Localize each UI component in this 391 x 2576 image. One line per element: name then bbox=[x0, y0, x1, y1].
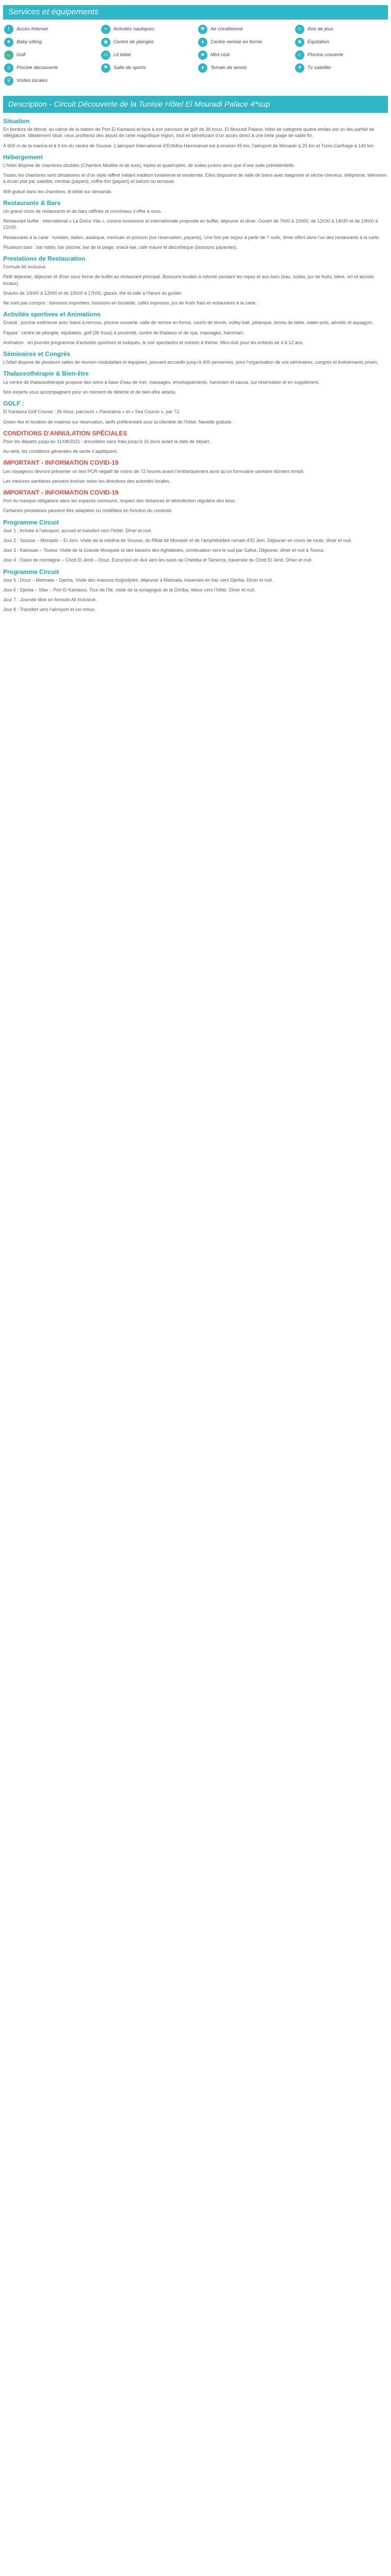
section-paragraph: Green-fee et location de matériel sur réservation, tarifs préférentiels pour la clientèle de l’hôtel. Navette gratuite. bbox=[3, 419, 233, 425]
section-paragraph: Jour 6 : Djerba – Sfax – Port El Kantaoui. Tour de l’île, visite de la synagogue de la Ghriba, retour vers l’hôtel. Dîner et nuit. bbox=[3, 587, 256, 592]
section-paragraph: L’hôtel dispose de plusieurs salles de réunion modulables et équipées, pouvant accueillir jusqu’à 400 personnes, pour l’organisation de vos séminaires, congrès et événements privés. bbox=[3, 360, 379, 365]
description-banner: Description - Circuit Découverte de la Tunisie Hôtel El Mouradi Palace 4*sup bbox=[3, 96, 388, 113]
section-paragraph: En bordure de littoral, au calme de la station de Port El Kantaoui et face à son parcours de golf de 36 trous, El Mouradi Palace, hôtel de catégorie quatre étoiles est un lieu parfait de villégiature. Idéalement situé, vous profiterez des atouts de cette magnifique région, tout en bénéficiant d’un accès direct à une belle plage de sable fin. bbox=[3, 127, 374, 139]
section-paragraph: Jour 8 : Transfert vers l’aéroport et vol retour. bbox=[3, 607, 96, 613]
horse-icon: ♞ bbox=[295, 38, 304, 47]
section-heading: Hébergement bbox=[3, 153, 43, 161]
section-paragraph: Ne sont pas compris : boissons importées, boissons en bouteille, cafés expresso, jus de fruits frais et restaurants à la carte. bbox=[3, 300, 257, 306]
service-label: Aire de jeux bbox=[307, 26, 334, 32]
description-section bbox=[3, 430, 388, 455]
section-heading: Programme Circuit bbox=[3, 568, 59, 575]
baby-icon: ♥ bbox=[4, 38, 13, 47]
description-section bbox=[3, 400, 388, 425]
crib-icon: ▭ bbox=[101, 50, 110, 60]
service-item bbox=[4, 75, 96, 87]
description-section bbox=[3, 370, 388, 395]
description-section bbox=[3, 460, 388, 484]
gym-icon: ⚑ bbox=[101, 63, 110, 73]
description-section bbox=[3, 311, 388, 346]
service-item bbox=[101, 62, 193, 74]
page bbox=[0, 5, 391, 613]
kids-icon: ★ bbox=[198, 50, 207, 60]
section-paragraph: Certaines prestations peuvent être adaptées ou modifiées en fonction du contexte. bbox=[3, 508, 173, 514]
section-heading: Situation bbox=[3, 117, 30, 125]
description-section bbox=[3, 489, 388, 514]
indoor-pool-icon: ⌂ bbox=[295, 50, 304, 60]
section-paragraph: Les mesures sanitaires peuvent évoluer selon les directives des autorités locales. bbox=[3, 478, 171, 484]
service-item bbox=[4, 62, 96, 74]
satellite-icon: ✦ bbox=[295, 63, 304, 73]
section-paragraph: Formule All Inclusive. bbox=[3, 264, 47, 270]
playground-icon: ☺ bbox=[295, 25, 304, 34]
section-paragraph: Jour 1 : Arrivée à l’aéroport, accueil et transfert vers l’hôtel. Dîner et nuit. bbox=[3, 528, 152, 533]
description-section bbox=[3, 118, 388, 149]
service-label: Air conditionné bbox=[210, 26, 243, 32]
service-item bbox=[101, 49, 193, 61]
wave-icon: ≈ bbox=[101, 25, 110, 34]
section-paragraph: Toutes les chambres sont climatisées et d’un style raffiné mêlant tradition tunisienne et modernité. Elles disposent de salle de bains avec baignoire et sèche-cheveux, téléphone, télévision à écran plat par satellite, minibar (payant), coffre-fort (payant) et balcon ou terrasse. bbox=[3, 173, 387, 184]
snowflake-icon: ✻ bbox=[198, 25, 207, 34]
section-paragraph: Les voyageurs devront présenter un test PCR négatif de moins de 72 heures avant l’embarquement ainsi qu’un formulaire sanitaire dûment rempli. bbox=[3, 468, 305, 474]
section-paragraph: Gratuit : piscine extérieure avec bains à remous, piscine couverte, salle de remise en forme, courts de tennis, volley-ball, pétanque, tennis de table, water-polo, aérobic et aquagym. bbox=[3, 320, 373, 326]
service-label: Accès Internet bbox=[17, 26, 48, 32]
service-label: Tv satellite bbox=[307, 64, 331, 71]
section-paragraph: Jour 2 : Sousse – Monastir – El Jem. Visite de la médina de Sousse, du Ribat de Monastir et de l’amphithéâtre romain d’El Jem. Déjeuner en cours de route, dîner et nuit. bbox=[3, 537, 352, 543]
section-heading: Programme Circuit bbox=[3, 518, 59, 526]
service-item bbox=[101, 24, 193, 35]
description-section bbox=[3, 351, 388, 365]
pool-icon: ☼ bbox=[4, 63, 13, 73]
section-paragraph: Wifi gratuit dans les chambres, lit bébé sur demande. bbox=[3, 189, 113, 194]
description-section bbox=[3, 200, 388, 250]
section-heading: IMPORTANT - INFORMATION COVID-19 bbox=[3, 459, 119, 467]
service-item bbox=[295, 37, 387, 48]
service-label: Lit bébé bbox=[113, 52, 131, 58]
service-item bbox=[198, 37, 290, 48]
pin-icon: ⚲ bbox=[4, 76, 13, 86]
section-paragraph: El Kantaoui Golf Course : 36 trous, parcours « Panorama » et « Sea Course », par 72. bbox=[3, 409, 181, 415]
section-paragraph: À 600 m de la marina et à 9 km du centre de Sousse. L’aéroport International d’Enfidha-Hammamet est à environ 45 km, l’aéroport de Monastir à 25 km et Tunis-Carthage à 140 km. bbox=[3, 143, 375, 148]
fitness-icon: ♦ bbox=[198, 38, 207, 47]
section-paragraph: Au-delà, les conditions générales de vente s’appliquent. bbox=[3, 449, 118, 454]
section-paragraph: Le centre de thalassothérapie propose des soins à base d’eau de mer, massages, enveloppements, hammam et sauna, sur réservation et en supplément. bbox=[3, 379, 320, 385]
golf-icon: ⛳ bbox=[4, 50, 13, 60]
section-heading: GOLF : bbox=[3, 400, 24, 408]
section-paragraph: Payant : centre de plongée, équitation, golf (36 trous) à proximité, centre de thalasso et de spa, massages, hammam. bbox=[3, 330, 245, 335]
description-body bbox=[3, 118, 388, 613]
section-paragraph: Jour 7 : Journée libre en formule All Inclusive. bbox=[3, 597, 97, 603]
section-paragraph: Un grand choix de restaurants et de bars raffinés et conviviaux s’offre à vous. bbox=[3, 209, 162, 214]
service-label: Équitation bbox=[307, 39, 330, 45]
service-label: Visites locales bbox=[17, 77, 48, 83]
section-paragraph: Jour 3 : Kairouan – Tozeur. Visite de la Grande Mosquée et des bassins des Aghlabides, continuation vers le sud par Gafsa. Déjeuner, dîner et nuit à Tozeur. bbox=[3, 548, 325, 553]
service-item bbox=[101, 37, 193, 48]
section-heading: IMPORTANT - INFORMATION COVID-19 bbox=[3, 488, 119, 496]
service-label: Terrain de tennis bbox=[210, 64, 247, 71]
service-label: Centre remise en forme bbox=[210, 39, 262, 45]
service-label: Centre de plongée bbox=[113, 39, 154, 45]
section-paragraph: Jour 4 : Oasis de montagne – Chott El Jerid – Douz. Excursion en 4x4 vers les oasis de Chebika et Tamerza, traversée du Chott El Jerid. Dîner et nuit. bbox=[3, 557, 313, 563]
service-item bbox=[198, 24, 290, 35]
wifi-icon: ⌇ bbox=[4, 25, 13, 34]
section-paragraph: Nos experts vous accompagnent pour un moment de détente et de bien-être absolu. bbox=[3, 389, 177, 395]
service-item bbox=[295, 62, 387, 74]
section-paragraph: Port du masque obligatoire dans les espaces communs, respect des distances et désinfection régulière des lieux. bbox=[3, 498, 236, 504]
service-label: Piscine découverte bbox=[17, 64, 58, 71]
service-item bbox=[198, 62, 290, 74]
service-label: Golf bbox=[17, 52, 26, 58]
section-paragraph: Plusieurs bars : bar lobby, bar piscine, bar de la plage, snack-bar, café maure et discothèque (boissons payantes). bbox=[3, 244, 238, 250]
section-paragraph: Restaurant buffet : international « La Dolce Vita », cuisine tunisienne et internationale proposée en buffet, déjeuner et dîner. Ouvert de 7h00 à 10h00, de 12h30 à 14h30 et de 19h00 à 21h30. bbox=[3, 218, 378, 230]
service-item bbox=[295, 49, 387, 61]
section-heading: Restaurants & Bars bbox=[3, 199, 61, 207]
service-label: Mini club bbox=[210, 52, 230, 58]
diving-icon: ◉ bbox=[101, 38, 110, 47]
section-paragraph: Petit déjeuner, déjeuner et dîner sous forme de buffet au restaurant principal. Boissons locales à volonté pendant les repas et aux bars (eau, sodas, jus de fruits, bière, vin et alcools locaux). bbox=[3, 274, 374, 286]
section-heading: Thalassothérapie & Bien-être bbox=[3, 370, 89, 378]
service-item bbox=[4, 37, 96, 48]
section-heading: Séminaires et Congrès bbox=[3, 350, 71, 358]
service-item bbox=[295, 24, 387, 35]
section-paragraph: Pour les départs jusqu’au 31/08/2021 : annulation sans frais jusqu’à 15 jours avant la date de départ. bbox=[3, 438, 210, 444]
service-item bbox=[4, 24, 96, 35]
description-section bbox=[3, 256, 388, 306]
services-banner: Services et équipements bbox=[3, 5, 388, 20]
service-label: Piscine couverte bbox=[307, 52, 344, 58]
service-label: Activités nautiques bbox=[113, 26, 155, 32]
service-item bbox=[4, 49, 96, 61]
section-paragraph: L’hôtel dispose de chambres doubles (Chambre Modèle et de luxe), triples et quadruples, de suites juniors ainsi que d’une suite présidentielle. bbox=[3, 163, 295, 168]
description-section bbox=[3, 569, 388, 613]
tennis-icon: ● bbox=[198, 63, 207, 73]
services-grid bbox=[3, 23, 388, 91]
service-item bbox=[198, 49, 290, 61]
section-heading: CONDITIONS D’ANNULATION SPÉCIALES bbox=[3, 429, 127, 437]
service-label: Salle de sports bbox=[113, 64, 146, 71]
section-paragraph: Animation : en journée programme d’activités sportives et ludiques, le soir spectacles et soirées à thème. Mini-club pour les enfants de 4 à 12 ans. bbox=[3, 340, 304, 345]
service-label: Baby sitting bbox=[17, 39, 42, 45]
section-heading: Activités sportives et Animations bbox=[3, 311, 101, 318]
section-heading: Prestations de Restauration bbox=[3, 255, 86, 263]
section-paragraph: Snacks de 10h00 à 12h00 et de 15h00 à 17h00, glaces, thé et café à l’heure du goûter. bbox=[3, 290, 183, 296]
section-paragraph: Jour 5 : Douz – Matmata – Djerba. Visite des maisons troglodytes, déjeuner à Matmata, traversée en bac vers Djerba. Dîner et nuit. bbox=[3, 577, 273, 583]
section-paragraph: Restaurants à la carte : tunisien, italien, asiatique, mexicain et poisson (sur réservation, payants). Une fois par séjour à partir de 7 nuits, dîner offert dans l’un des restaurants à la carte. bbox=[3, 234, 380, 240]
description-section bbox=[3, 519, 388, 564]
description-section bbox=[3, 154, 388, 195]
